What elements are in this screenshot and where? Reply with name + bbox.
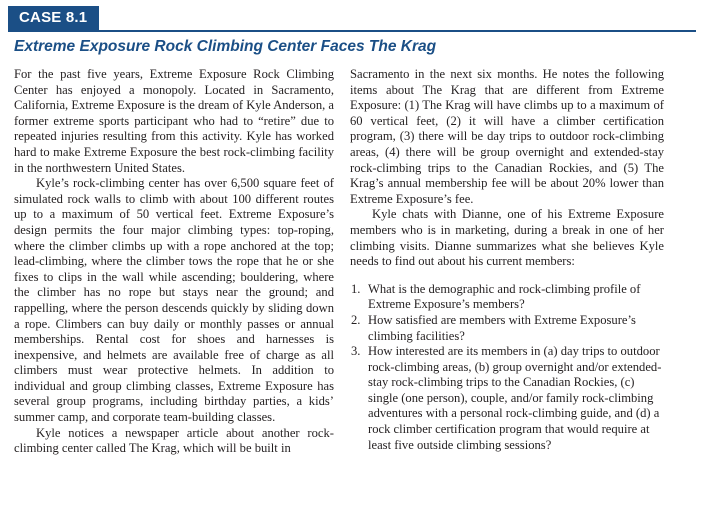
- question-text: How satisfied are members with Extreme Exposure’s climbing facilities?: [368, 312, 636, 343]
- paragraph-krag-differences: Sacramento in the next six months. He notes the following items about The Krag that are different from Extreme Exposure: (1) The Krag will have climbs up to a maximum of 60 vertical feet, (2) it will have a climber certification program, (3) there will be day trips to outdoor rock-climbing areas, (4) there will be group overnight and extended-stay rock-climbing trips to the Canadian Rockies, and (5) The Krag’s annual membership fee will be about 20% lower than Extreme Exposure’s fee.: [350, 67, 664, 206]
- header-rule: [8, 30, 696, 32]
- question-number: 2.: [351, 312, 361, 327]
- case-label: CASE 8.1: [8, 6, 99, 30]
- left-column: [14, 67, 334, 457]
- paragraph-newspaper: Kyle notices a newspaper article about another rock-climbing center called The Krag, which will be built in: [14, 425, 334, 456]
- paragraph-facility: Kyle’s rock-climbing center has over 6,500 square feet of simulated rock walls to climb with about 100 different routes up to a maximum of 50 vertical feet. Extreme Exposure’s design permits the four major climbing types: top-roping, where the climber climbs up with a rope anchored at the top; lead-climbing, where the climber tows the rope that he or she fixes to clips in the wall while ascending; bouldering, where the climber has no rope but stays near the ground; and rappelling, where the person descends quickly by sliding down a rope. Climbers can buy daily or monthly passes or annual memberships. Rental cost for shoes and harnesses is inexpensive, and helmets are available free of charge as all climbers must wear protective helmets. In addition to individual and group climbing classes, Extreme Exposure has several group programs, including birthday parties, a kids’ summer camp, and corporate team-building classes.: [14, 176, 334, 425]
- list-item: [350, 282, 664, 313]
- list-item: [350, 313, 664, 344]
- question-number: 1.: [351, 281, 361, 296]
- right-column: [350, 67, 664, 453]
- question-list: [350, 282, 664, 454]
- paragraph-dianne: Kyle chats with Dianne, one of his Extreme Exposure members who is in marketing, during a break in one of her climbing visits. Dianne summarizes what she believes Kyle needs to find out about his current members:: [350, 207, 664, 269]
- question-text: What is the demographic and rock-climbing profile of Extreme Exposure’s members?: [368, 281, 641, 312]
- list-item: [350, 344, 664, 453]
- paragraph-intro: For the past five years, Extreme Exposure Rock Climbing Center has enjoyed a monopoly. Located in Sacramento, California, Extreme Exposure is the dream of Kyle Anderson, a former extreme sports participant who had to “retire” due to repeated injuries resulting from this activity. Kyle has worked hard to make Extreme Exposure the best rock-climbing facility in the northwestern United States.: [14, 67, 334, 175]
- question-number: 3.: [351, 344, 361, 359]
- question-text: How interested are its members in (a) day trips to outdoor rock-climbing areas, (b) group overnight and/or extended-stay rock-climbing trips to the Canadian Rockies, (c) single (one person), couple, and/or family rock-climbing adventures with a personal rock-climbing guide, and (d) a rock climber certification program that would require at least five outside climbing sessions?: [368, 344, 662, 452]
- case-title: Extreme Exposure Rock Climbing Center Faces The Krag: [14, 38, 437, 55]
